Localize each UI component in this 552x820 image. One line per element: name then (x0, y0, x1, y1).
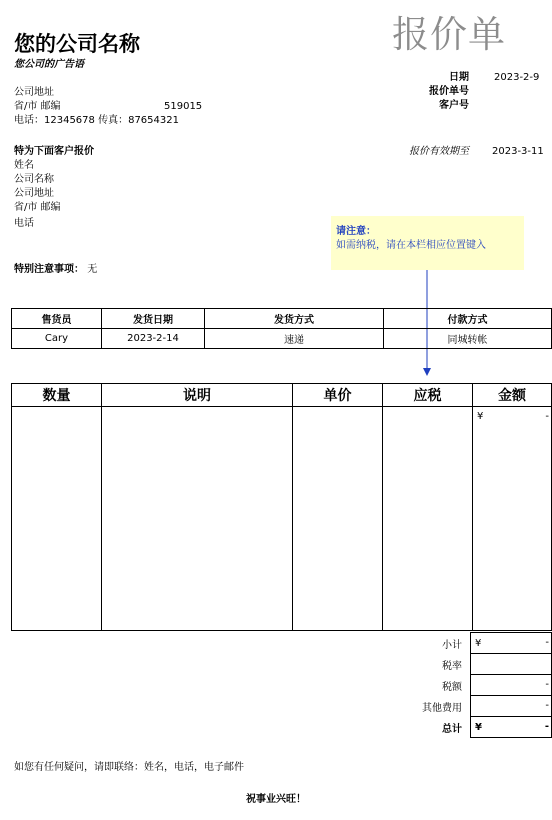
quote-number-label: 报价单号 (429, 86, 469, 97)
date-label: 日期 (449, 72, 469, 83)
items-cell-unit-price[interactable] (293, 407, 383, 631)
shipping-header-ship-method: 发货方式 (205, 309, 384, 329)
items-cell-taxable[interactable] (383, 407, 473, 631)
items-cell-quantity[interactable] (12, 407, 102, 631)
document-title: 报价单 (392, 13, 506, 56)
total-currency: ¥ (475, 721, 482, 733)
items-header-unit-price: 单价 (293, 384, 383, 407)
valid-until-value: 2023-3-11 (492, 146, 544, 157)
total-dash: - (544, 721, 549, 732)
other-fees-label: 其他费用 (422, 702, 462, 714)
shipping-cell-ship-method: 速递 (205, 329, 384, 349)
items-header-amount: 金额 (473, 384, 552, 407)
shipping-cell-ship-date: 2023-2-14 (102, 329, 205, 349)
company-city: 省/市 邮编 (14, 101, 61, 112)
shipping-header-payment: 付款方式 (384, 309, 552, 329)
company-address: 公司地址 (14, 87, 54, 98)
totals-table (380, 632, 552, 738)
items-cell-amount[interactable] (473, 407, 552, 631)
customer-heading: 特为下面客户报价 (14, 146, 94, 157)
valid-until-label: 报价有效期至 (409, 146, 469, 157)
items-amount-currency: ¥ (477, 411, 484, 422)
subtotal-currency: ¥ (475, 637, 482, 649)
customer-phone: 电话 (14, 218, 34, 229)
shipping-cell-salesperson: Cary (12, 329, 102, 349)
tax-rate-label: 税率 (442, 660, 462, 672)
items-header-description: 说明 (102, 384, 293, 407)
company-postcode: 519015 (164, 101, 203, 112)
company-name: 您的公司名称 (14, 31, 140, 56)
other-fees-dash: - (545, 700, 549, 711)
items-header-quantity: 数量 (12, 384, 102, 407)
company-phone-fax: 电话：12345678 传真：87654321 (14, 115, 179, 126)
customer-name: 姓名 (14, 160, 34, 171)
subtotal-label: 小计 (442, 639, 462, 651)
tax-amount-label: 税额 (442, 681, 462, 693)
footer-contact: 如您有任何疑问，请即联络：姓名，电话，电子邮件 (14, 762, 244, 773)
shipping-table (11, 308, 552, 349)
special-notes-value: 无 (87, 264, 98, 275)
date-value: 2023-2-9 (494, 72, 540, 83)
special-notes-label: 特别注意事项： (14, 264, 84, 275)
tax-amount-dash: - (545, 679, 549, 690)
tax-amount-value[interactable] (471, 675, 552, 696)
shipping-cell-payment: 同城转帐 (384, 329, 552, 349)
items-table (11, 383, 552, 631)
tax-note-title: 请注意： (336, 226, 376, 237)
shipping-header-salesperson: 售货员 (12, 309, 102, 329)
customer-address: 公司地址 (14, 188, 54, 199)
special-notes (14, 264, 97, 276)
footer-thanks: 祝事业兴旺！ (246, 794, 306, 805)
customer-id-label: 客户号 (439, 100, 469, 111)
shipping-header-ship-date: 发货日期 (102, 309, 205, 329)
total-label: 总计 (442, 723, 462, 735)
other-fees-value[interactable] (471, 696, 552, 717)
tax-rate-value[interactable] (471, 654, 552, 675)
customer-company: 公司名称 (14, 174, 54, 185)
subtotal-value[interactable] (471, 633, 552, 654)
company-slogan: 您公司的广告语 (14, 59, 84, 70)
items-header-taxable: 应税 (383, 384, 473, 407)
tax-note-body: 如需纳税，请在本栏相应位置键入 (336, 240, 486, 251)
customer-city: 省/市 邮编 (14, 202, 61, 213)
subtotal-dash: - (545, 637, 549, 648)
total-value[interactable] (471, 717, 552, 738)
items-cell-description[interactable] (102, 407, 293, 631)
items-amount-dash: - (545, 411, 549, 422)
